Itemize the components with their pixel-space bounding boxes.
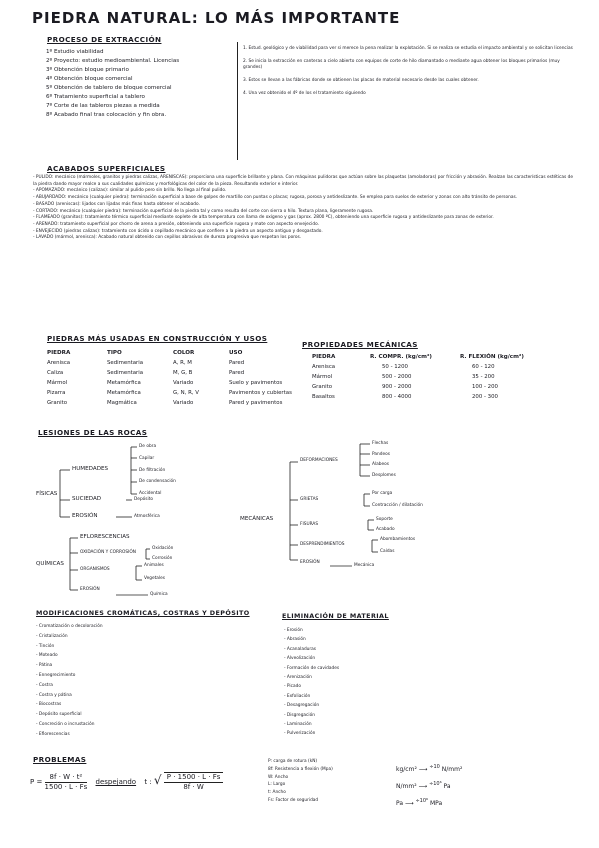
list-item: - APOMAZADO: mecánico (calizas): similar al pulido pero sin brillo. No llega al final pulido. bbox=[33, 188, 227, 194]
list-item: 5º Obtención de tablero de bloque comercial bbox=[46, 85, 172, 91]
lesion-grietas: GRIETAS bbox=[300, 497, 319, 502]
table-row bbox=[47, 360, 296, 370]
list-item: - Arenización bbox=[284, 675, 312, 681]
list-item: De filtración bbox=[139, 467, 166, 473]
list-item: 4º Obtención bloque comercial bbox=[46, 76, 133, 82]
table-cell: 200 - 300 bbox=[472, 394, 498, 400]
formula-denominator: 8f · W bbox=[183, 783, 204, 791]
lesiones-heading: LESIONES DE LAS ROCAS bbox=[38, 428, 148, 437]
table-cell: Arenisca bbox=[47, 360, 71, 366]
list-item: Corrosión bbox=[152, 556, 173, 561]
list-item: De condensación bbox=[139, 479, 176, 485]
extraccion-heading: PROCESO DE EXTRACCIÓN bbox=[47, 35, 162, 44]
arrow-right-icon: ⟶ bbox=[404, 800, 414, 807]
table-cell: Variado bbox=[173, 380, 194, 386]
note-item: 2. Se inicia la extracción en canteras a cielo abierto con equipos de corte de hilo diamantado o mediante agua obtener los bloques primarios (muy grandes) bbox=[243, 58, 560, 71]
table-cell: Pared y pavimentos bbox=[229, 400, 283, 406]
table-cell: 100 - 200 bbox=[472, 384, 498, 390]
table-row bbox=[312, 364, 528, 374]
list-item: 7º Corte de las tableros piezas a medida bbox=[46, 103, 160, 109]
table-cell: Suelo y pavimentos bbox=[229, 380, 283, 386]
list-item: - BASADO (areniscas): lijados con lijadas más finas hasta obtener el acabado. bbox=[33, 201, 200, 207]
table-cell: Sedimentaria bbox=[107, 360, 144, 366]
table-cell: 500 - 2000 bbox=[382, 374, 412, 380]
list-item: - Cristalización bbox=[36, 633, 68, 639]
sqrt-icon: √ bbox=[153, 773, 162, 787]
table-row bbox=[47, 400, 296, 410]
list-item: - ABUJARDADO: mecánico (cualquier piedra): terminación superficial a base de golpes de martillo con puntas o placas; rugosa, porosa y antideslizante. Se emplea para suelos de exterior y zonas con alto tránsito de personas. bbox=[33, 195, 518, 201]
table-row bbox=[312, 384, 528, 394]
list-item: 8f: Resistencia a flexión (Mpa) bbox=[268, 766, 333, 772]
formula-fraction-1 bbox=[45, 773, 88, 792]
list-item: De obra bbox=[139, 444, 157, 449]
list-item: t: Ancho bbox=[268, 790, 286, 796]
list-item: Por carga bbox=[372, 491, 393, 496]
list-item: - Moteado bbox=[36, 653, 58, 659]
note-item: 3. Estos se llevan a las fábricas donde se obtienen las placas de material necesario desde las cuales obtener. bbox=[243, 78, 479, 84]
erosion-mecanica-item: Mecánica bbox=[354, 563, 375, 568]
table-cell: Arenisca bbox=[312, 364, 336, 370]
fisuras-items bbox=[376, 517, 395, 534]
propiedades-table bbox=[312, 354, 528, 404]
table-cell: Pavimentos y cubiertas bbox=[229, 390, 292, 396]
formula-numerator: 8f · W · t² bbox=[45, 773, 88, 783]
list-item: - FLAMEADO (granitos): tratamiento térmico superficial mediante soplete de alta temperatura con llama de oxígeno y gas (aprox. 2800 ºC), obteniendo una superficie rugosa y antideslizante para zonas de exterior. bbox=[33, 215, 494, 221]
lesion-erosion-quimica: EROSIÓN bbox=[80, 587, 100, 592]
list-item: - Biocostras bbox=[36, 702, 62, 708]
list-item: Caídas bbox=[380, 549, 395, 554]
table-header-row bbox=[312, 354, 528, 364]
list-item: - Cromatización o decoloración bbox=[36, 624, 103, 629]
table-header: COLOR bbox=[173, 350, 195, 356]
conversion-row bbox=[396, 794, 462, 811]
list-item: 2º Proyecto: estudio medioambiental. Licencias bbox=[46, 58, 180, 64]
list-item: - Costra y pátina bbox=[36, 692, 72, 698]
divider bbox=[237, 42, 238, 160]
list-item: - ENVEJECIDO (piedras calizas): tratamiento con ácido o cepillado mecánico que confiere a la piedra un aspecto antiguo y desgastado. bbox=[33, 228, 323, 234]
list-item: Acabado bbox=[376, 527, 395, 532]
formula-p: P = bbox=[30, 778, 43, 786]
table-header: TIPO bbox=[107, 350, 122, 356]
table-cell: Pared bbox=[229, 370, 245, 376]
table-cell: Pizarra bbox=[47, 390, 66, 396]
list-item: - Laminación bbox=[284, 722, 312, 728]
table-cell: Granito bbox=[47, 400, 68, 406]
table-cell: 35 - 200 bbox=[472, 374, 495, 380]
table-cell: 900 - 2000 bbox=[382, 384, 412, 390]
table-cell: 60 - 120 bbox=[472, 364, 495, 370]
piedras-heading: PIEDRAS MÁS USADAS EN CONSTRUCCIÓN Y USOS bbox=[47, 334, 268, 343]
table-cell: Mármol bbox=[47, 380, 68, 386]
list-item: - Acanaladuras bbox=[284, 646, 317, 652]
arrow-right-icon: ⟶ bbox=[418, 783, 428, 790]
list-item: - Picado bbox=[284, 684, 301, 690]
list-item: - Tinción bbox=[36, 643, 55, 649]
table-header: PIEDRA bbox=[47, 350, 71, 356]
arrow-right-icon: ⟶ bbox=[418, 766, 428, 773]
list-item: - PULIDO: mecánico (mármoles, granitos y piedras calizas, ARENISCAS): proporciona una superficie brillante y plana. Con máquinas pulidoras que actúan sobre las plaquetas (amoladoras) por fricción y abrasión. Realzan las características estéticas de la piedra dando mayor realce a sus cualidades químicas y morfológicas del color de la pieza. Resultando exterior e interior. bbox=[33, 175, 574, 187]
list-item: - Pulverización bbox=[284, 731, 316, 737]
list-item: Flechas bbox=[372, 441, 389, 446]
table-header-row bbox=[47, 350, 296, 360]
list-item: Oxidación bbox=[152, 546, 174, 551]
list-item: P: carga de rotura (kN) bbox=[268, 759, 318, 764]
list-item: Vegetales bbox=[144, 576, 166, 581]
extraccion-notes bbox=[243, 46, 573, 98]
conversion-row bbox=[396, 760, 462, 777]
formula-t: t : bbox=[144, 778, 152, 786]
formula-denominator: 1500 · L · Fs bbox=[44, 782, 88, 791]
table-cell: M, G, B bbox=[173, 370, 193, 376]
lesion-desprendimientos: DESPRENDIMIENTOS bbox=[300, 542, 345, 547]
lesion-fisuras: FISURAS bbox=[300, 522, 319, 527]
table-cell: A, R, M bbox=[173, 360, 192, 366]
list-item: Desplomes bbox=[372, 472, 396, 478]
problemas-legend bbox=[268, 758, 333, 805]
erosion-item: Atmosférica bbox=[134, 514, 160, 519]
lesion-fisicas: FÍSICAS bbox=[36, 491, 58, 497]
table-header: PIEDRA bbox=[312, 354, 336, 360]
list-item: - Depósito superficial bbox=[36, 712, 82, 718]
formula-fraction-2 bbox=[164, 772, 224, 792]
suciedad-item: Depósito bbox=[134, 497, 154, 502]
grietas-items bbox=[372, 491, 423, 510]
lesion-eflorescencias: EFLORESCENCIAS bbox=[80, 534, 130, 540]
note-item: 4. Una vez obtenido el 4º de los el tratamiento siguiendo bbox=[243, 90, 366, 96]
table-cell: Metamórfica bbox=[107, 380, 141, 386]
list-item: Fs: Factor de seguridad bbox=[268, 797, 319, 803]
table-row bbox=[47, 370, 296, 380]
list-item: 8º Acabado final tras colocación y fin obra. bbox=[46, 112, 167, 118]
unit-to: N/mm² bbox=[441, 766, 463, 773]
extraccion-steps bbox=[46, 48, 179, 120]
lesion-organismos: ORGANISMOS bbox=[80, 567, 110, 572]
organismos-items bbox=[144, 563, 165, 583]
list-item: Alabeos bbox=[372, 462, 390, 467]
oxidacion-items bbox=[152, 546, 173, 563]
lesion-humedades: HUMEDADES bbox=[72, 466, 109, 472]
list-item: - Erosión bbox=[284, 628, 303, 633]
unit-to: Pa bbox=[443, 783, 451, 790]
table-cell: Caliza bbox=[47, 370, 64, 376]
lesion-mecanicas: MECÁNICAS bbox=[240, 516, 274, 522]
list-item: - Alveolización bbox=[284, 656, 316, 662]
table-cell: Magmática bbox=[107, 400, 137, 406]
table-row bbox=[312, 394, 528, 404]
unit-conversions bbox=[396, 760, 462, 811]
desprendimientos-items bbox=[380, 537, 415, 556]
list-item: W: Ancho bbox=[268, 774, 289, 780]
list-item: - LAVADO (mármol, arenisca): Acabado natural obtenido con cepillos abrasivos de dureza progresiva que respetan los poros. bbox=[33, 235, 302, 241]
list-item: - Eflorescencias bbox=[36, 731, 70, 737]
table-row bbox=[47, 380, 296, 390]
table-row bbox=[312, 374, 528, 384]
modificaciones-heading: MODIFICACIONES CROMÁTICAS, COSTRAS Y DEPÓSITO bbox=[36, 609, 250, 617]
table-cell: Pared bbox=[229, 360, 245, 366]
list-item: - Exfoliación bbox=[284, 693, 311, 699]
page-title: PIEDRA NATURAL: LO MÁS IMPORTANTE bbox=[32, 9, 401, 27]
list-item: 3º Obtención bloque primario bbox=[46, 67, 129, 73]
conversion-row bbox=[396, 777, 462, 794]
piedras-table bbox=[47, 350, 296, 410]
table-cell: Variado bbox=[173, 400, 194, 406]
unit-factor: ÷10 bbox=[429, 764, 440, 770]
modificaciones-list bbox=[36, 622, 103, 740]
table-cell: Mármol bbox=[312, 374, 333, 380]
table-header: R. FLEXIÓN (kg/cm²) bbox=[460, 354, 524, 360]
acabados-heading: ACABADOS SUPERFICIALES bbox=[47, 164, 166, 173]
unit-factor: ÷10⁶ bbox=[415, 798, 429, 804]
table-cell: G, N, R, V bbox=[173, 390, 199, 396]
problemas-heading: PROBLEMAS bbox=[33, 755, 87, 764]
propiedades-heading: PROPIEDADES MECÁNICAS bbox=[302, 340, 418, 349]
table-cell: 50 - 1200 bbox=[382, 364, 408, 370]
list-item: Contracción / dilatación bbox=[372, 503, 423, 508]
deformaciones-items bbox=[372, 441, 396, 479]
formula-numerator: P · 1500 · L · Fs bbox=[164, 773, 224, 783]
eliminacion-list bbox=[284, 626, 339, 739]
acabados-list bbox=[33, 175, 578, 242]
unit-from: Pa bbox=[396, 800, 404, 807]
unit-to: MPa bbox=[429, 800, 443, 807]
formula bbox=[30, 772, 223, 792]
list-item: - Costra bbox=[36, 682, 53, 688]
table-cell: Granito bbox=[312, 384, 333, 390]
unit-from: N/mm² bbox=[396, 783, 417, 790]
list-item: - Concreción o incrustación bbox=[36, 721, 95, 727]
list-item: Abombamientos bbox=[380, 537, 416, 542]
list-item: - Desagregación bbox=[284, 703, 320, 709]
list-item: - Pátina bbox=[36, 663, 53, 669]
lesion-oxidacion: OXIDACIÓN Y CORROSIÓN bbox=[80, 550, 136, 555]
list-item: Accidental bbox=[139, 491, 162, 497]
list-item: - ARENADO: tratamiento superficial por chorro de arena a presión, obteniendo una superficie rugosa y mate con aspecto envejecido. bbox=[33, 221, 320, 227]
formula-despejando: despejando bbox=[95, 778, 137, 786]
lesion-deformaciones: DEFORMACIONES bbox=[300, 458, 338, 463]
unit-from: kg/cm² bbox=[396, 766, 417, 773]
table-cell: Metamórfica bbox=[107, 390, 141, 396]
list-item: 1º Estudio viabilidad bbox=[46, 49, 104, 55]
humedades-items bbox=[139, 444, 176, 498]
list-item: - CORTADO: mecánico (cualquier piedra): terminación superficial de la piedra tal y como resulta del corte con sierra o hilo. Textura plana, ligeramente rugosa. bbox=[33, 208, 374, 214]
lesion-erosion: EROSIÓN bbox=[72, 513, 98, 519]
table-row bbox=[47, 390, 296, 400]
table-cell: 800 - 4000 bbox=[382, 394, 412, 400]
table-cell: Sedimentaria bbox=[107, 370, 144, 376]
list-item: - Abrasión bbox=[284, 637, 306, 643]
list-item: - Disgregación bbox=[284, 712, 315, 718]
table-header: R. COMPR. (kg/cm²) bbox=[370, 354, 432, 360]
lesion-suciedad: SUCIEDAD bbox=[72, 496, 102, 502]
lesion-erosion-mecanica: EROSIÓN bbox=[300, 560, 320, 565]
list-item: Capilar bbox=[139, 455, 155, 461]
list-item: Pandeos bbox=[372, 451, 390, 457]
list-item: Animales bbox=[144, 563, 164, 568]
list-item: L: Largo bbox=[268, 782, 286, 788]
table-header: USO bbox=[229, 350, 243, 356]
list-item: Soporte bbox=[376, 517, 393, 522]
eliminacion-heading: ELIMINACIÓN DE MATERIAL bbox=[282, 612, 389, 620]
erosion-quimica-item: Química bbox=[150, 592, 168, 597]
list-item: 6º Tratamiento superficial a tablero bbox=[46, 94, 145, 100]
unit-factor: ÷10⁶ bbox=[429, 781, 442, 787]
note-item: 1. Estud. geológico y de viabilidad para ver si merece la pena realizar la explotación. Si se realiza se estudia el impacto ambiental y se solicitan licencias bbox=[243, 46, 573, 51]
list-item: - Formación de cavidades bbox=[284, 665, 340, 671]
list-item: - Ennegrecimiento bbox=[36, 672, 76, 678]
table-cell: Basaltos bbox=[312, 394, 335, 400]
lesion-quimicas: QUÍMICAS bbox=[36, 561, 64, 567]
